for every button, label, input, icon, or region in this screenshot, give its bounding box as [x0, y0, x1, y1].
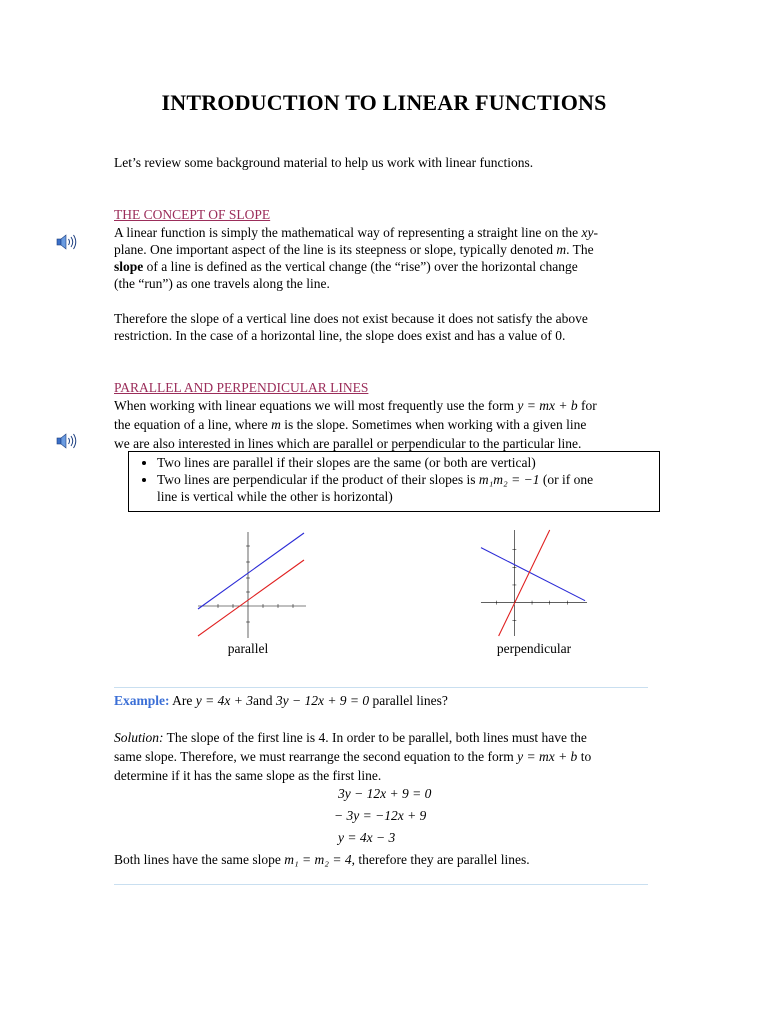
blue-line [481, 548, 585, 601]
example-label: Example: [114, 693, 170, 708]
example-conclusion [114, 851, 654, 868]
parallel-paragraph [114, 396, 654, 453]
parallel-p1-line2 [114, 415, 654, 434]
text: is the slope. Sometimes when working with a given line [280, 417, 587, 432]
page-title: INTRODUCTION TO LINEAR FUNCTIONS [161, 90, 607, 115]
equation-steps [320, 783, 431, 849]
text-italic: m₁m₂ = −1 [478, 472, 540, 487]
slope-p2-line1: Therefore the slope of a vertical line does not exist because it does not satisfy the above [114, 311, 588, 326]
text: and [252, 693, 276, 708]
intro-text: Let’s review some background material to help us work with linear functions. [114, 155, 534, 170]
equation-step-3: y = 4x − 3 [338, 830, 396, 845]
text-italic: y = mx + b [517, 749, 578, 764]
slope-p1-line2 [114, 241, 654, 258]
text: - [593, 225, 598, 240]
slope-p1-line3 [114, 258, 654, 275]
text-bold: slope [114, 259, 144, 274]
speaker-icon[interactable] [56, 233, 78, 251]
speaker-icon[interactable] [56, 432, 78, 450]
solution-line1 [114, 728, 654, 747]
perpendicular-graph [478, 528, 590, 638]
text: . The [566, 242, 594, 257]
text-italic: y = mx + b [517, 398, 578, 413]
slope-p2-line2: restriction. In the case of a horizontal line, the slope does exist and has a value of 0. [114, 328, 566, 343]
speaker-icon-graphic [56, 432, 78, 450]
text: same slope. Therefore, we must rearrange the second equation to the form [114, 749, 518, 764]
speaker-icon-graphic [56, 233, 78, 251]
equation-step-2: − 3y = −12x + 9 [334, 808, 427, 823]
text: , therefore they are parallel lines. [351, 852, 530, 867]
text-italic: m [271, 417, 281, 432]
text: The slope of the first line is 4. In order to be parallel, both lines must have the [163, 730, 587, 745]
slope-paragraph-2 [114, 310, 654, 344]
axis-ticks [497, 550, 568, 621]
rule-parallel: • Two lines are parallel if their slopes are the same (or both are vertical) [157, 454, 659, 471]
slope-rules-box [128, 451, 660, 512]
solution-line3: determine if it has the same slope as the first line. [114, 768, 382, 783]
text: Are [169, 693, 196, 708]
text-italic: m [556, 242, 567, 257]
slope-heading: THE CONCEPT OF SLOPE [114, 207, 271, 222]
slope-paragraph-1 [114, 224, 654, 292]
text: A linear function is simply the mathematical way of representing a straight line on the [114, 225, 582, 240]
text: for [577, 398, 597, 413]
parallel-p1-line3: we are also interested in lines which are parallel or perpendicular to the particular line. [114, 436, 582, 451]
text-italic: y = 4x + 3 [195, 693, 253, 708]
parallel-p1-line1 [114, 396, 654, 415]
text: the equation of a line, where [114, 417, 272, 432]
rule-perpendicular [157, 471, 659, 505]
slope-p1-line1 [114, 224, 654, 241]
text-italic: xy [581, 225, 594, 240]
text: plane. One important aspect of the line is its steepness or slope, typically denoted [114, 242, 557, 257]
divider-bottom [114, 884, 648, 885]
slope-p1-line4: (the “run”) as one travels along the line. [114, 276, 330, 291]
red-line [499, 530, 550, 636]
divider-top [114, 687, 648, 688]
text: of a line is defined as the vertical change (the “rise”) over the horizontal change [143, 259, 578, 274]
rules-list [129, 452, 659, 505]
text: When working with linear equations we will most frequently use the form [114, 398, 518, 413]
solution-label: Solution: [114, 730, 164, 745]
parallel-graph [196, 530, 308, 640]
text: Two lines are perpendicular if the product of their slopes is [157, 472, 479, 487]
parallel-heading: PARALLEL AND PERPENDICULAR LINES [114, 380, 369, 395]
text: to [577, 749, 592, 764]
text: line is vertical while the other is horizontal) [157, 489, 393, 504]
parallel-caption: parallel [227, 641, 269, 656]
perpendicular-caption: perpendicular [496, 641, 572, 656]
example-question [114, 692, 654, 709]
text: Both lines have the same slope [114, 852, 285, 867]
solution-line2 [114, 747, 654, 766]
text: parallel lines? [369, 693, 448, 708]
text-italic: 3y − 12x + 9 = 0 [275, 693, 370, 708]
equation-step-1: 3y − 12x + 9 = 0 [338, 786, 432, 801]
example-solution [114, 728, 654, 785]
text-italic: m₁ = m₂ = 4 [284, 852, 352, 867]
text: (or if one [539, 472, 594, 487]
axis-ticks [218, 546, 293, 622]
